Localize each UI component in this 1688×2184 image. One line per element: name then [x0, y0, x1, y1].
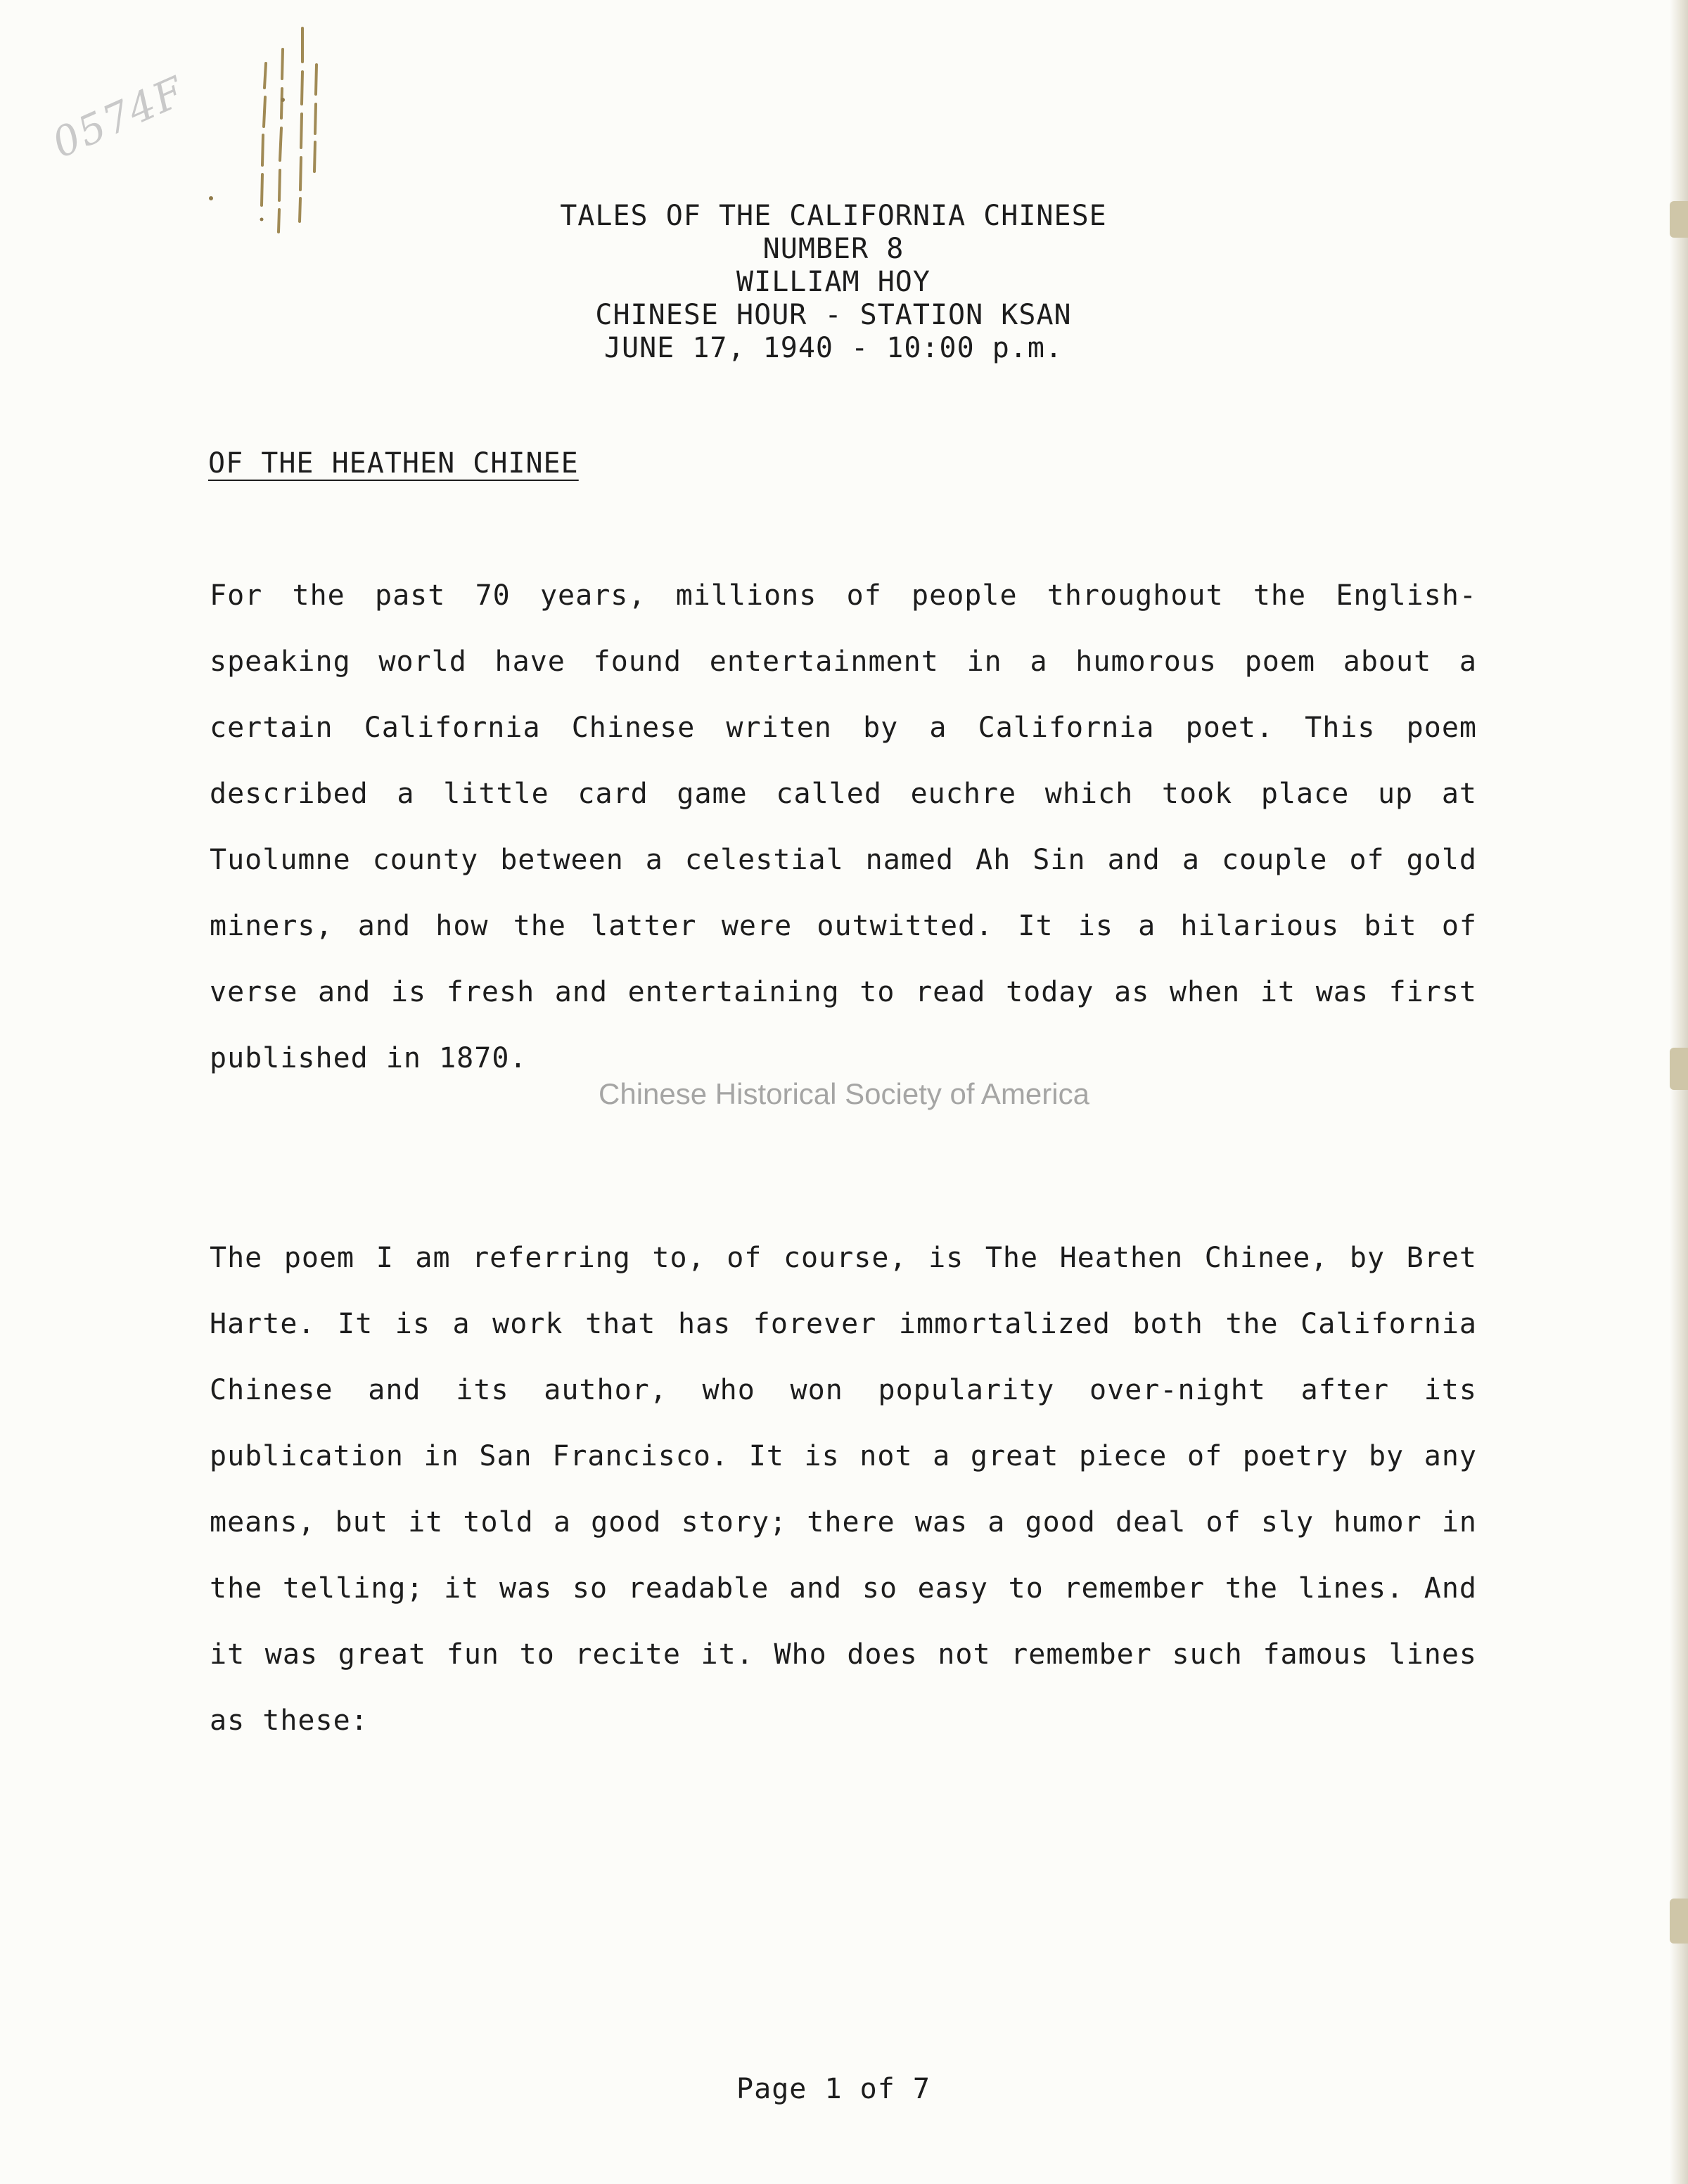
- episode-number: NUMBER 8: [762, 233, 904, 265]
- archive-watermark: Chinese Historical Society of America: [599, 1077, 1089, 1110]
- broadcast-date: JUNE 17, 1940 - 10:00 p.m.: [603, 332, 1063, 364]
- handwritten-accession-number: 0574F: [45, 67, 192, 167]
- body-paragraph: For the past 70 years, millions of people throughout the English-speaking world have found entertainment in a humorous poem about a certain California Chinese writen by a California poet. This poem described a little card game called euchre which took place up at Tuolumne county between a celestial named Ah Sin and a couple of gold miners, and how the latter were outwitted. It is a hilarious bit of verse and is fresh and entertaining to read today as when it was first published in 1870.: [210, 579, 1477, 1074]
- paper-edge-stain: [1670, 1899, 1688, 1944]
- section-heading: OF THE HEATHEN CHINEE: [208, 447, 579, 480]
- paper-edge-stain: [1670, 201, 1688, 238]
- series-title: TALES OF THE CALIFORNIA CHINESE: [560, 200, 1107, 232]
- broadcast-station: CHINESE HOUR - STATION KSAN: [595, 299, 1072, 331]
- body-paragraph: The poem I am referring to, of course, is The Heathen Chinee, by Bret Harte. It is a work that has forever immortalized both the California Chinese and its author, who won popularity over-night after its publication in San Francisco. It is not a great piece of poetry by any means, but it told a good story; there was a good deal of sly humor in the telling; it was so readable and so easy to remember the lines. And it was great fun to recite it. Who does not remember such famous lines as these:: [210, 1242, 1477, 1737]
- page-number: Page 1 of 7: [736, 2073, 931, 2105]
- document-header: [0, 200, 1667, 365]
- author-name: WILLIAM HOY: [736, 266, 931, 298]
